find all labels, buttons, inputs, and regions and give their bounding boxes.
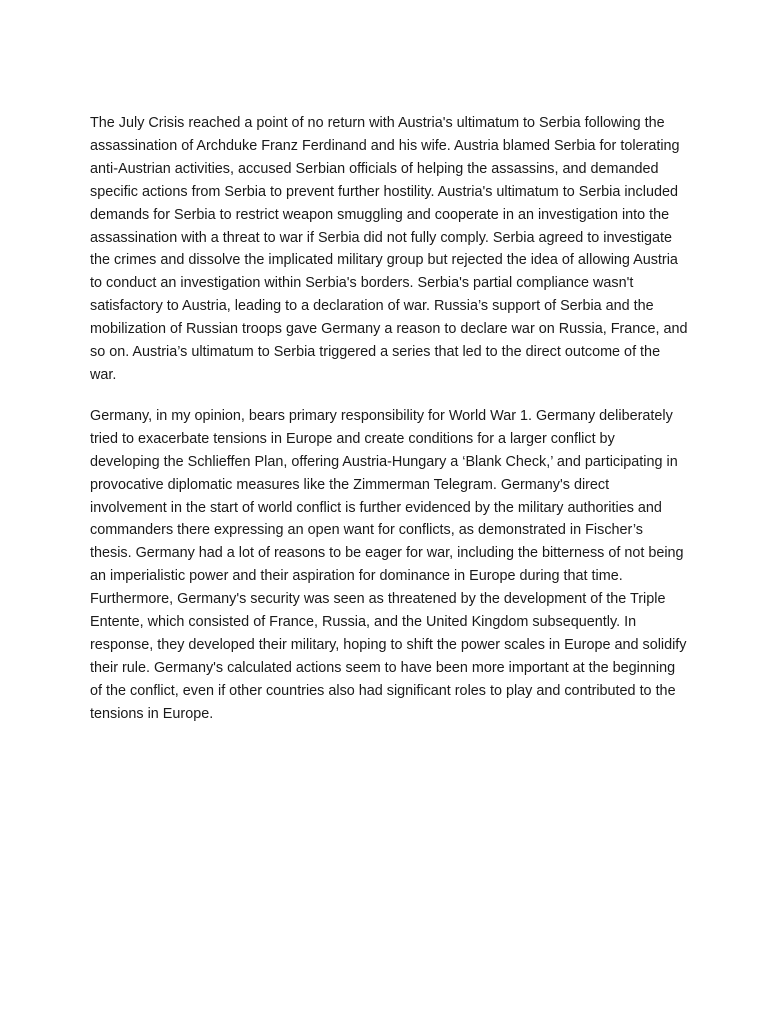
paragraph-germany-responsibility: Germany, in my opinion, bears primary responsibility for World War 1. Germany deliberately tried to exacerbate tensions in Europe and create conditions for a larger conflict by developing the Schlieffen Plan, offering Austria-Hungary a ‘Blank Check,’ and participating in provocative diplomatic measures like the Zimmerman Telegram. Germany's direct involvement in the start of world conflict is further evidenced by the military authorities and commanders there expressing an open want for conflicts, as demonstrated in Fischer’s thesis. Germany had a lot of reasons to be eager for war, including the bitterness of not being an imperialistic power and their aspiration for dominance in Europe during that time. Furthermore, Germany's security was seen as threatened by the development of the Triple Entente, which consisted of France, Russia, and the United Kingdom subsequently. In response, they developed their military, hoping to shift the power scales in Europe and solidify their rule. Germany's calculated actions seem to have been more important at the beginning of the conflict, even if other countries also had significant roles to play and contributed to the tensions in Europe.	[90, 407, 687, 722]
document-body	[90, 112, 688, 744]
paragraph-july-crisis: The July Crisis reached a point of no return with Austria's ultimatum to Serbia following the assassination of Archduke Franz Ferdinand and his wife. Austria blamed Serbia for tolerating anti-Austrian activities, accused Serbian officials of helping the assassins, and demanded specific actions from Serbia to prevent further hostility. Austria's ultimatum to Serbia included demands for Serbia to restrict weapon smuggling and cooperate in an investigation into the assassination with a threat to war if Serbia did not fully comply. Serbia agreed to investigate the crimes and dissolve the implicated military group but rejected the idea of allowing Austria to conduct an investigation within Serbia's borders. Serbia's partial compliance wasn't satisfactory to Austria, leading to a declaration of war. Russia’s support of Serbia and the mobilization of Russian troops gave Germany a reason to declare war on Russia, France, and so on. Austria’s ultimatum to Serbia triggered a series that led to the direct outcome of the war.	[90, 115, 688, 383]
